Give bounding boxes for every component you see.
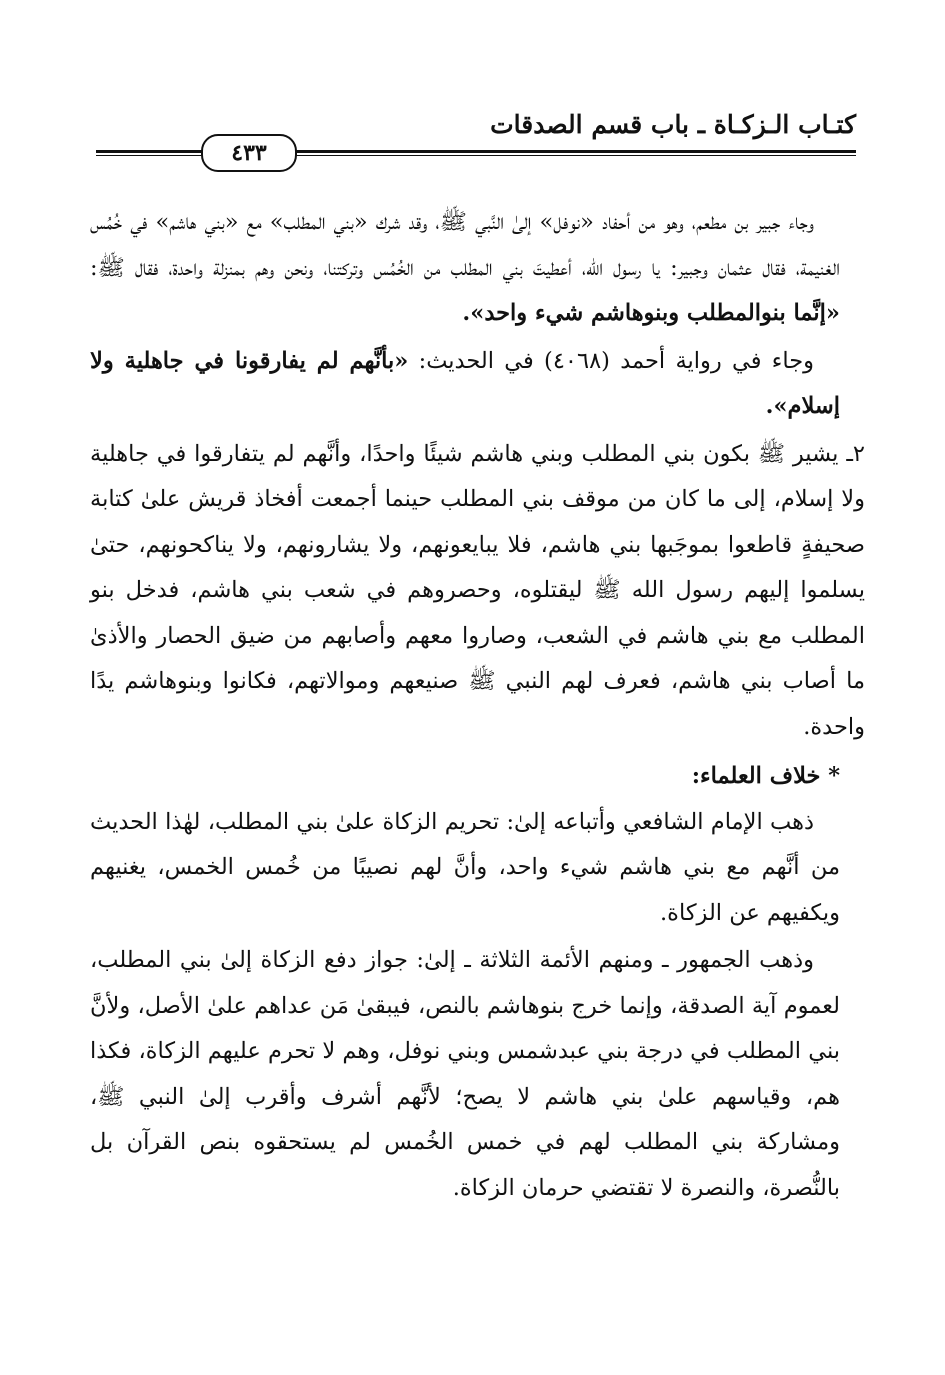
paragraph-jumhur: وذهب الجمهور ـ ومنهم الأئمة الثلاثة ـ إلىٰ: جواز دفع الزكاة إلىٰ بني المطلب، لعموم آية الصدقة، وإنما خرج بنوهاشم بالنص، فيبقىٰ مَن عداهم علىٰ الأصل، ولأنَّ بني المطلب في درجة بني عبدشمس وبني نوفل، وهم لا تحرم عليهم الزكاة، فكذا هم، وقياسهم علىٰ بني هاشم لا يصح؛ لأنَّهم أشرف وأقرب إلىٰ النبي ﷺ، ومشاركة بني المطلب لهم في خمس الخُمس لم يستحقوه بنص القرآن بل بالنُّصرة، والنصرة لا تقتضي حرمان الزكاة. bbox=[90, 947, 840, 1201]
item-number: ٢ـ bbox=[846, 440, 865, 467]
hadith-quote-one-thing: «إنَّما بنوالمطلب وبنوهاشم شيء واحد». bbox=[462, 300, 840, 326]
numbered-item-2-text: يشير ﷺ بكون بني المطلب وبني هاشم شيئًا واحدًا، وأنَّهم لم يتفارقوا في جاهلية ولا إسلام، إلى ما كان من موقف بني المطلب حينما أجمعت أفخاذ قريش علىٰ كتابة صحيفةٍ قاطعوا بموجَبها بني هاشم، فلا يبايعونهم، ولا يشارونهم، ولا يناكحونهم، حتىٰ يسلموا إليهم رسول الله ﷺ ليقتلوه، وحصروهم في شعب بني هاشم، فدخل بنو المطلب مع بني هاشم في الشعب، وصاروا معهم وأصابهم من ضيق الحصار والأذىٰ ما أصاب بني هاشم، فعرف لهم النبي ﷺ صنيعهم وموالاتهم، فكانوا وبنوهاشم يدًا واحدة. bbox=[90, 440, 865, 740]
running-header bbox=[96, 108, 856, 166]
paragraph-ahmad-text: وجاء في رواية أحمد (٤٠٦٨) في الحديث: bbox=[418, 347, 814, 374]
section-heading: * خلاف العلماء: bbox=[691, 763, 840, 789]
numbered-item-2 bbox=[90, 432, 865, 751]
paragraph-jubayr bbox=[90, 200, 840, 337]
header-title: كتـاب الـزكـاة ـ باب قسم الصدقات bbox=[490, 110, 856, 139]
body-text bbox=[90, 200, 865, 1211]
paragraph-ahmad-narration bbox=[90, 339, 840, 430]
paragraph-shafii: ذهب الإمام الشافعي وأتباعه إلىٰ: تحريم الزكاة علىٰ بني المطلب، لهٰذا الحديث من أنَّهم مع بني هاشم شيء واحد، وأنَّ لهم نصيبًا من خُمس الخمس، يغنيهم ويكفيهم عن الزكاة. bbox=[90, 808, 840, 926]
hadith-quote-ahmad: «بأنَّهم لم يفارقونا في جاهلية ولا إسلام». bbox=[90, 347, 840, 419]
paragraph-jubayr-text: وجاء جبير بن مطعم، وهو من أحفاد «نوفل» إلىٰ النَّبي ﷺ، وقد شرك «بني المطلب» مع «بني هاشم» في خُمُس الغنيمة، فقال عثمان وجبير: يا رسول الله، أعطيتَ بني المطلب من الخُمُس وتركتنا، ونحن وهم بمنزلة واحدة، فقال ﷺ: bbox=[90, 209, 840, 281]
page-number: ٤٣٣ bbox=[201, 134, 297, 172]
